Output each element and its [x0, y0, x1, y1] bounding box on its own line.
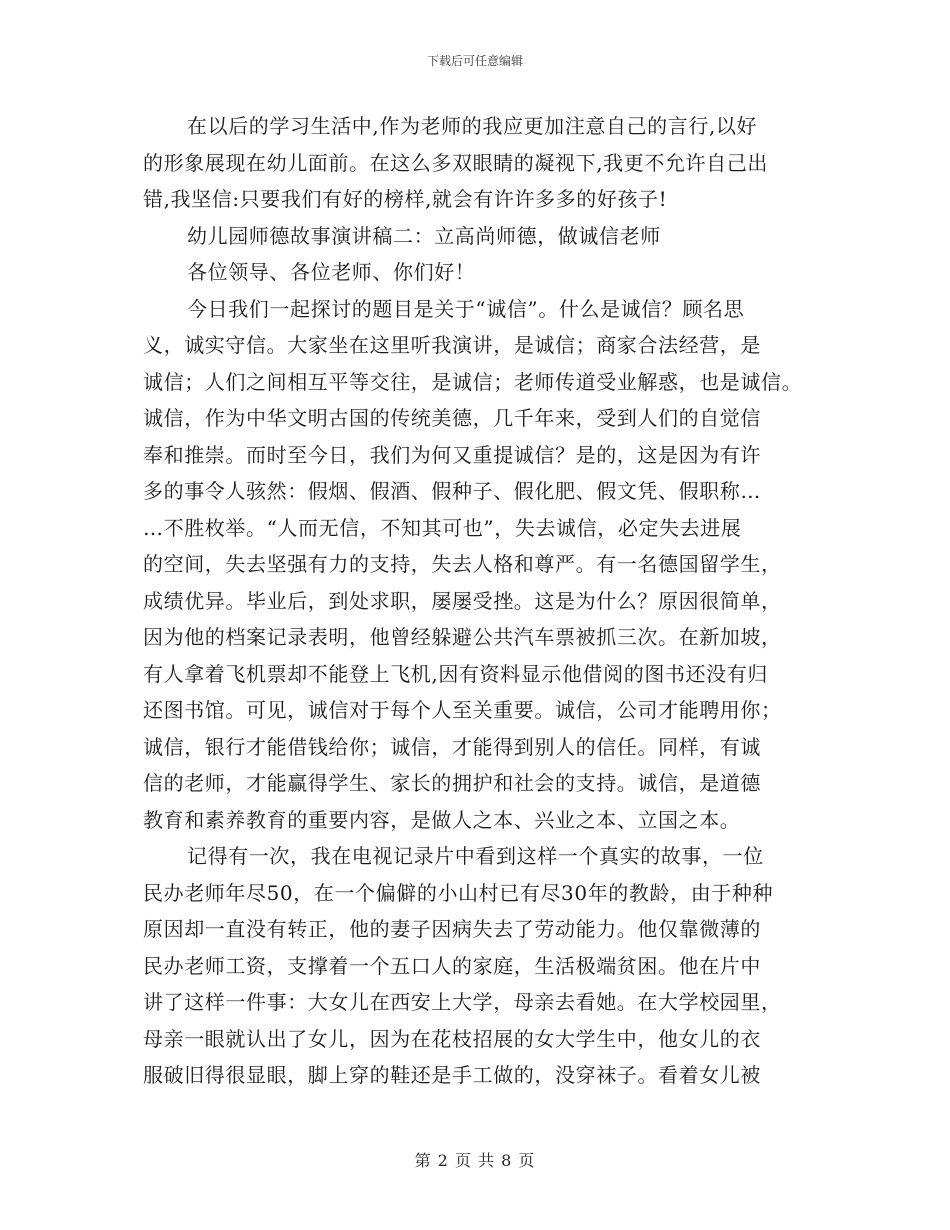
- text-line: 奉和推崇。而时至今日，我们为何又重提诚信？是的，这是因为有许: [143, 442, 761, 467]
- text-line: 民办老师年尽50，在一个偏僻的小山村已有尽30年的教龄，由于种种: [143, 880, 774, 905]
- text-line: 记得有一次，我在电视记录片中看到这样一个真实的故事，一位: [187, 844, 764, 868]
- text-line: 服破旧得很显眼，脚上穿的鞋还是手工做的，没穿袜子。看着女儿被: [143, 1063, 761, 1087]
- text-line: 多的事令人骇然：假烟、假酒、假种子、假化肥、假文凭、假职称…: [143, 479, 761, 503]
- text-line: 教育和素养教育的重要内容，是做人之本、兴业之本、立国之本。: [143, 807, 741, 832]
- text-line: …不胜枚举。“人而无信，不知其可也”，失去诚信，必定失去进展: [143, 515, 742, 540]
- text-line: 义，诚实守信。大家坐在这里听我演讲，是诚信；商家合法经营，是: [143, 333, 761, 357]
- text-line: 的形象展现在幼儿面前。在这么多双眼睛的凝视下,我更不允许自己出: [143, 150, 768, 175]
- text-line: 今日我们一起探讨的题目是关于“诚信”。什么是诚信？顾名思: [187, 296, 745, 321]
- section-title: 幼儿园师德故事演讲稿二：立高尚师德，做诚信老师: [187, 223, 661, 248]
- text-line: 母亲一眼就认出了女儿，因为在花枝招展的女大学生中，他女儿的衣: [143, 1026, 761, 1051]
- text-line: 信的老师，才能赢得学生、家长的拥护和社会的支持。诚信，是道德: [143, 771, 761, 795]
- text-line: 在以后的学习生活中,作为老师的我应更加注意自己的言行,以好: [187, 114, 758, 138]
- text-line: 因为他的档案记录表明，他曾经躲避公共汽车票被抓三次。在新加坡，: [143, 625, 782, 649]
- text-line: 诚信，作为中华文明古国的传统美德，几千年来，受到人们的自觉信: [143, 406, 761, 430]
- page-header: 下载后可任意编辑: [426, 54, 523, 68]
- text-line: 诚信；人们之间相互平等交往，是诚信；老师传道受业解惑，也是诚信。: [143, 369, 803, 394]
- page-number-footer: 第 2 页 共 8 页: [414, 1151, 536, 1170]
- text-line: 原因却一直没有转正，他的妻子因病失去了劳动能力。他仅靠微薄的: [143, 917, 761, 941]
- text-line: 民办老师工资，支撑着一个五口人的家庭，生活极端贫困。他在片中: [143, 953, 761, 978]
- text-line: 讲了这样一件事：大女儿在西安上大学，母亲去看她。在大学校园里，: [143, 990, 782, 1014]
- document-body: [143, 108, 843, 1094]
- text-line: 有人拿着飞机票却不能登上飞机,因有资料显示他借阅的图书还没有归: [143, 661, 768, 686]
- text-line: 还图书馆。可见，诚信对于每个人至关重要。诚信，公司才能聘用你；: [143, 698, 782, 722]
- text-line: 成绩优异。毕业后，到处求职，屡屡受挫。这是为什么？原因很简单，: [143, 588, 782, 613]
- text-line: 诚信，银行才能借钱给你；诚信，才能得到别人的信任。同样，有诚: [143, 734, 761, 759]
- text-line: 错,我坚信:只要我们有好的榜样,就会有许许多多的好孩子!: [143, 187, 668, 211]
- salutation: 各位领导、各位老师、你们好！: [187, 260, 476, 284]
- text-line: 的空间，失去坚强有力的支持，失去人格和尊严。有一名德国留学生，: [143, 552, 782, 576]
